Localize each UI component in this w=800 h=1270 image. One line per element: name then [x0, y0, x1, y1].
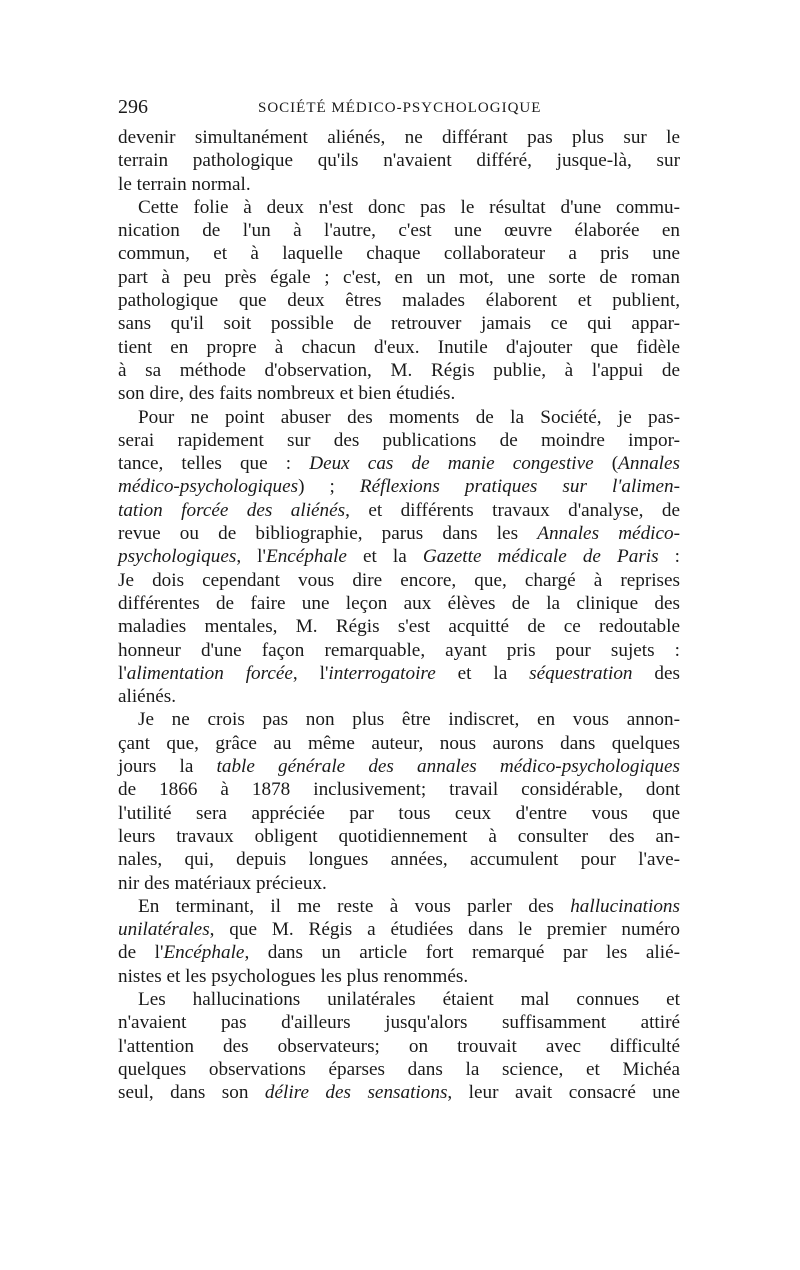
text-line	[118, 825, 680, 848]
text-segment: , dans un article fort remarqué par les alié-	[244, 942, 680, 964]
page-header	[118, 96, 680, 118]
text-segment: à sa méthode d'observation, M. Régis publie, à l'appui de	[118, 359, 680, 381]
text-segment: et la	[435, 662, 530, 684]
text-segment: En terminant, il me reste à vous parler des	[138, 895, 571, 917]
text-line	[118, 336, 680, 359]
text-segment: tance, telles que :	[118, 453, 310, 475]
text-segment: de l'	[118, 942, 164, 964]
text-segment: Je ne crois pas non plus être indiscret, en vous annon-	[138, 709, 680, 731]
text-line	[118, 569, 680, 592]
text-segment: :	[658, 546, 680, 568]
text-line	[118, 545, 680, 568]
text-line	[118, 895, 680, 918]
italic-text: Gazette médicale de Paris	[422, 546, 659, 568]
text-segment: (	[593, 453, 619, 475]
body-text	[118, 126, 680, 1104]
text-line	[118, 406, 680, 429]
text-segment: l'attention des observateurs; on trouvait avec difficulté	[118, 1035, 680, 1057]
text-line	[118, 359, 680, 382]
text-segment: Cette folie à deux n'est donc pas le résultat d'une commu-	[138, 196, 680, 218]
italic-text: Réflexions pratiques sur l'alimen-	[359, 476, 680, 498]
text-line	[118, 1081, 680, 1104]
italic-text: unilatérales	[118, 919, 210, 941]
page-number: 296	[118, 96, 148, 118]
text-line	[118, 802, 680, 825]
text-segment: part à peu près égale ; c'est, en un mot, une sorte de roman	[118, 266, 680, 288]
text-line	[118, 778, 680, 801]
text-line	[118, 266, 680, 289]
text-line	[118, 522, 680, 545]
text-line	[118, 639, 680, 662]
text-segment: des	[632, 662, 680, 684]
text-segment: son dire, des faits nombreux et bien étudiés.	[118, 383, 456, 405]
text-line	[118, 1011, 680, 1034]
text-segment: jours la	[118, 756, 217, 778]
italic-text: table générale des annales médico-psychologiques	[216, 756, 680, 778]
text-line	[118, 196, 680, 219]
italic-text: délire des sensations	[264, 1082, 448, 1104]
italic-text: Annales médico-	[537, 523, 680, 545]
text-line	[118, 499, 680, 522]
text-line	[118, 662, 680, 685]
text-segment: devenir simultanément aliénés, ne différant pas plus sur le	[118, 127, 680, 148]
text-segment: l'	[118, 662, 127, 684]
text-segment: , leur avait consacré une	[447, 1082, 680, 1104]
italic-text: Annales	[618, 453, 680, 475]
text-segment: serai rapidement sur des publications de moindre impor-	[118, 429, 680, 451]
text-segment: quelques observations éparses dans la science, et Michéa	[118, 1058, 680, 1080]
text-line	[118, 289, 680, 312]
text-segment: , l'	[292, 662, 329, 684]
text-line	[118, 988, 680, 1011]
italic-text: tation forcée des aliénés	[118, 499, 346, 521]
text-line	[118, 732, 680, 755]
text-line	[118, 149, 680, 172]
text-line	[118, 475, 680, 498]
text-segment: nales, qui, depuis longues années, accumulent pour l'ave-	[118, 849, 680, 871]
italic-text: alimentation forcée	[126, 662, 293, 684]
text-segment: Pour ne point abuser des moments de la Société, je pas-	[138, 406, 680, 428]
text-segment: n'avaient pas d'ailleurs jusqu'alors suffisamment attiré	[118, 1012, 680, 1034]
text-segment: Je dois cependant vous dire encore, que, chargé à reprises	[118, 569, 680, 591]
text-line	[118, 965, 680, 988]
text-segment: maladies mentales, M. Régis s'est acquitté de ce redoutable	[118, 616, 680, 638]
text-segment: honneur d'une façon remarquable, ayant pris pour sujets :	[118, 639, 680, 661]
text-segment: ) ;	[298, 476, 360, 498]
text-segment: nication de l'un à l'autre, c'est une œuvre élaborée en	[118, 220, 680, 242]
text-segment: commun, et à laquelle chaque collaborateur a pris une	[118, 243, 680, 265]
text-segment: çant que, grâce au même auteur, nous aurons dans quelques	[118, 732, 680, 754]
text-segment: de 1866 à 1878 inclusivement; travail considérable, dont	[118, 779, 680, 801]
text-line	[118, 592, 680, 615]
text-segment: , l'	[236, 546, 266, 568]
text-line	[118, 685, 680, 708]
text-segment: et la	[346, 546, 423, 568]
text-segment: l'utilité sera appréciée par tous ceux d'entre vous que	[118, 802, 680, 824]
text-line	[118, 312, 680, 335]
text-segment: Les hallucinations unilatérales étaient mal connues et	[138, 988, 680, 1010]
text-line	[118, 242, 680, 265]
text-line	[118, 755, 680, 778]
text-segment: leurs travaux obligent quotidiennement à consulter des an-	[118, 825, 680, 847]
italic-text: psychologiques	[118, 546, 237, 568]
text-line	[118, 173, 680, 196]
text-line	[118, 848, 680, 871]
text-line	[118, 615, 680, 638]
text-line	[118, 382, 680, 405]
italic-text: Encéphale	[163, 942, 245, 964]
text-line	[118, 219, 680, 242]
text-line	[118, 872, 680, 895]
running-title: SOCIÉTÉ MÉDICO-PSYCHOLOGIQUE	[258, 100, 542, 116]
text-line	[118, 1058, 680, 1081]
text-segment: seul, dans son	[118, 1082, 265, 1104]
text-segment: aliénés.	[118, 686, 177, 708]
italic-text: Deux cas de manie congestive	[309, 453, 594, 475]
italic-text: Encéphale	[265, 546, 347, 568]
text-line	[118, 941, 680, 964]
text-segment: pathologique que deux êtres malades élaborent et publient,	[118, 290, 680, 312]
text-line	[118, 708, 680, 731]
italic-text: médico-psychologiques	[118, 476, 299, 498]
text-segment: nir des matériaux précieux.	[118, 872, 327, 894]
text-segment: sans qu'il soit possible de retrouver jamais ce qui appar-	[118, 313, 680, 335]
text-segment: , et différents travaux d'analyse, de	[345, 499, 680, 521]
text-line	[118, 1035, 680, 1058]
italic-text: séquestration	[529, 662, 633, 684]
text-segment: tient en propre à chacun d'eux. Inutile d'ajouter que fidèle	[118, 336, 680, 358]
text-line	[118, 429, 680, 452]
italic-text: interrogatoire	[328, 662, 436, 684]
text-line	[118, 918, 680, 941]
text-segment: nistes et les psychologues les plus renommés.	[118, 965, 469, 987]
text-segment: différentes de faire une leçon aux élèves de la clinique des	[118, 592, 680, 614]
text-segment: terrain pathologique qu'ils n'avaient différé, jusque-là, sur	[118, 150, 680, 172]
text-segment: le terrain normal.	[118, 173, 251, 195]
text-line	[118, 452, 680, 475]
text-line	[118, 126, 680, 149]
text-segment: revue ou de bibliographie, parus dans les	[118, 523, 538, 545]
text-segment: , que M. Régis a étudiées dans le premier numéro	[209, 919, 680, 941]
italic-text: hallucinations	[570, 895, 680, 917]
